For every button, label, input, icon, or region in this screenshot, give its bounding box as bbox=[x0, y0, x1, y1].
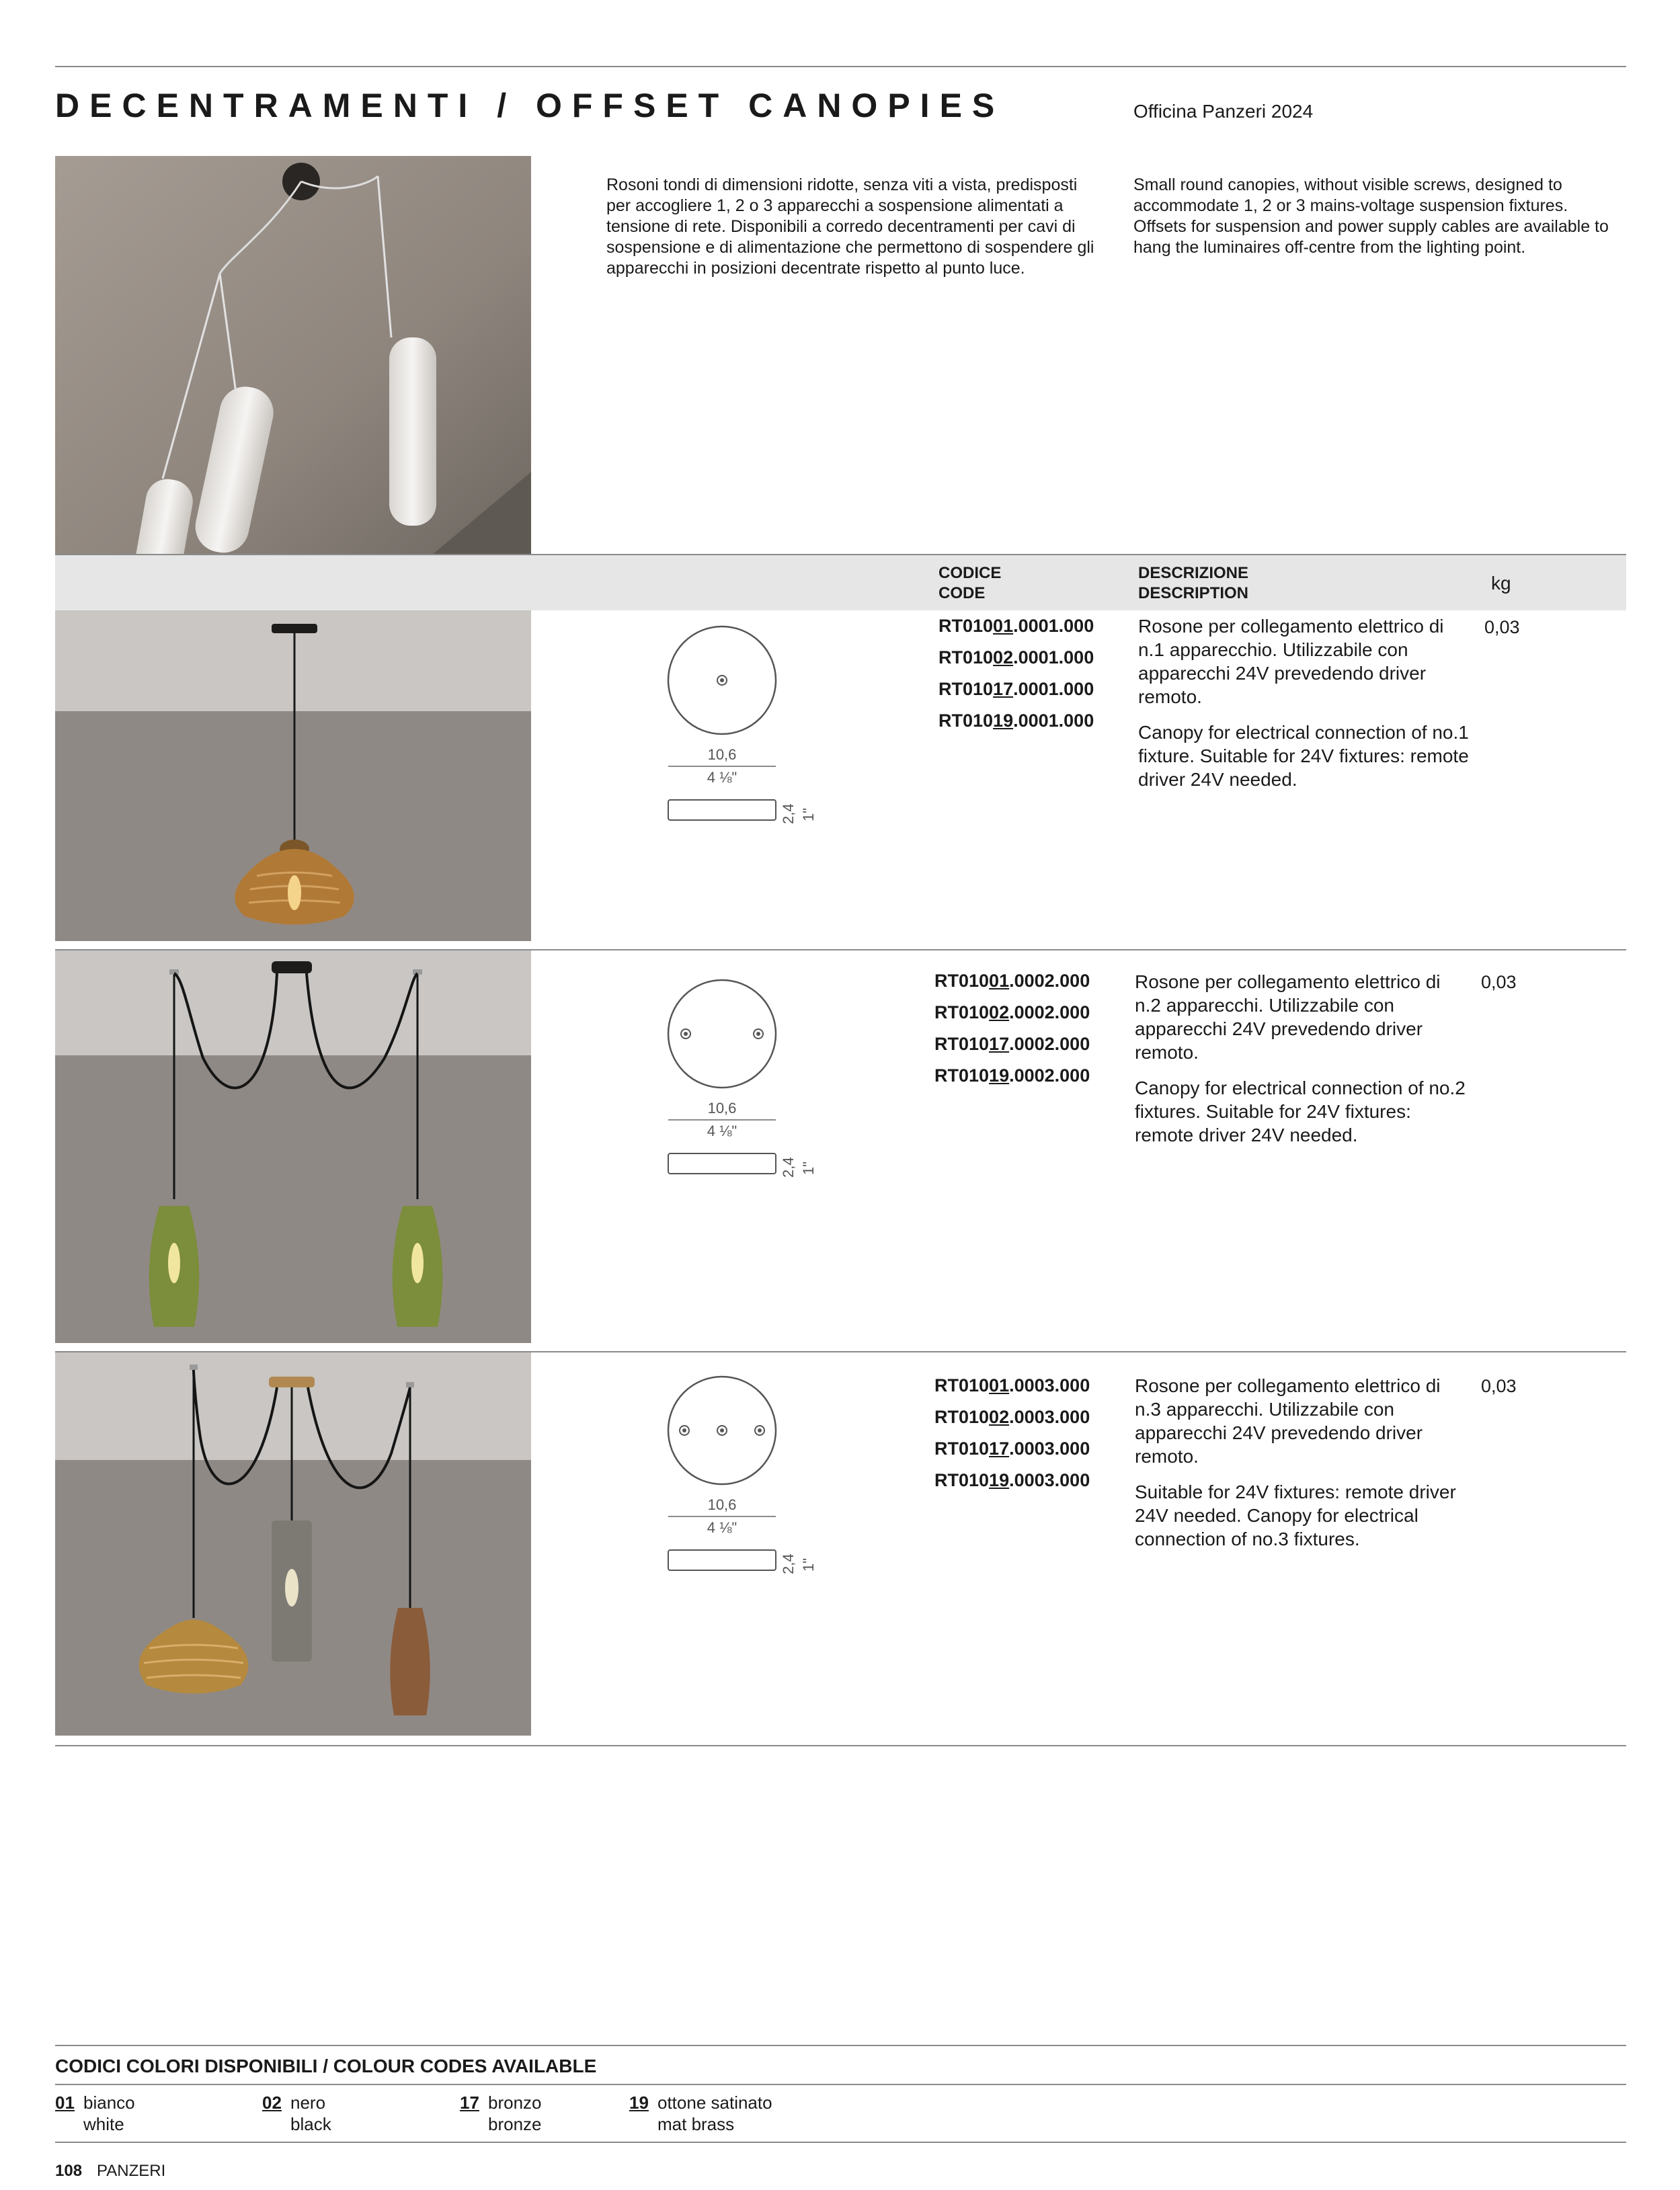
colour-name-en: white bbox=[83, 2114, 124, 2134]
description-3 bbox=[1135, 1374, 1471, 1563]
colour-number: 01 bbox=[55, 2093, 75, 2113]
code-colour: 17 bbox=[989, 1034, 1010, 1054]
product-code bbox=[934, 1028, 1090, 1060]
diameter-in: 4 ⅛" bbox=[707, 1519, 737, 1536]
code-list-3 bbox=[934, 1370, 1090, 1496]
column-code bbox=[938, 563, 1001, 604]
canopy-side-view bbox=[668, 1550, 776, 1570]
code-prefix: RT010 bbox=[938, 679, 994, 699]
diameter-mm: 10,6 bbox=[707, 1496, 737, 1513]
code-colour: 02 bbox=[989, 1407, 1010, 1427]
product-photo-3 bbox=[55, 1352, 531, 1736]
colour-code-19 bbox=[629, 2092, 844, 2139]
product-code bbox=[934, 997, 1090, 1028]
diameter-mm: 10,6 bbox=[707, 746, 737, 763]
hero-photo-illustration bbox=[55, 156, 531, 555]
code-suffix: .0003.000 bbox=[1009, 1470, 1090, 1490]
column-kg: kg bbox=[1491, 573, 1511, 594]
code-colour: 01 bbox=[989, 971, 1010, 991]
footer-brand: PANZERI bbox=[97, 2162, 166, 2180]
code-colour: 17 bbox=[989, 1438, 1010, 1459]
canopy-drawing-3 bbox=[666, 1373, 827, 1581]
height-in: 1" bbox=[800, 1557, 817, 1572]
product-code bbox=[938, 642, 1094, 674]
height-mm: 2,4 bbox=[780, 1157, 797, 1178]
diameter-mm: 10,6 bbox=[707, 1100, 737, 1117]
cable-hole-center bbox=[720, 1428, 724, 1432]
code-prefix: RT010 bbox=[934, 1438, 990, 1459]
product-code bbox=[938, 705, 1094, 737]
code-prefix: RT010 bbox=[934, 1034, 990, 1054]
product-photo-2 bbox=[55, 950, 531, 1343]
column-code-en: CODE bbox=[938, 584, 986, 602]
column-description bbox=[1138, 563, 1248, 604]
canopy-side-view bbox=[668, 800, 776, 820]
colour-number: 19 bbox=[629, 2093, 649, 2113]
row-divider-3 bbox=[55, 1745, 1626, 1746]
colour-number: 17 bbox=[460, 2093, 479, 2113]
code-prefix: RT010 bbox=[934, 1407, 990, 1427]
code-list-2 bbox=[934, 965, 1090, 1092]
product-code bbox=[934, 1433, 1090, 1465]
product-photo-1-illustration bbox=[55, 610, 531, 941]
description-2 bbox=[1135, 970, 1471, 1159]
colour-name-en: black bbox=[290, 2114, 331, 2134]
product-code bbox=[934, 965, 1090, 997]
product-code bbox=[934, 1465, 1090, 1496]
hero-photo bbox=[55, 156, 531, 555]
code-colour: 02 bbox=[993, 647, 1014, 667]
product-code bbox=[934, 1402, 1090, 1433]
description-1 bbox=[1138, 614, 1474, 803]
code-prefix: RT010 bbox=[934, 1375, 990, 1395]
product-photo-3-illustration bbox=[55, 1352, 531, 1736]
code-suffix: .0002.000 bbox=[1009, 971, 1090, 991]
height-in: 1" bbox=[800, 1161, 817, 1175]
description-it: Rosone per collegamento elettrico di n.3 apparecchi. Utilizzabile con apparecchi 24V prevedendo driver remoto. bbox=[1135, 1375, 1441, 1467]
height-mm: 2,4 bbox=[780, 1553, 797, 1574]
code-suffix: .0001.000 bbox=[1013, 616, 1094, 636]
code-suffix: .0003.000 bbox=[1009, 1438, 1090, 1459]
brand-line: Officina Panzeri 2024 bbox=[1133, 101, 1314, 122]
height-mm: 2,4 bbox=[780, 803, 797, 824]
cable-hole-center bbox=[682, 1428, 686, 1432]
column-description-it: DESCRIZIONE bbox=[1138, 564, 1249, 582]
top-rule bbox=[55, 66, 1626, 67]
height-in: 1" bbox=[800, 807, 817, 821]
product-photo-1 bbox=[55, 610, 531, 941]
code-colour: 01 bbox=[993, 616, 1014, 636]
colour-code-17 bbox=[460, 2092, 621, 2139]
canopy-side-view bbox=[668, 1153, 776, 1174]
colour-code-01 bbox=[55, 2092, 216, 2139]
code-colour: 02 bbox=[989, 1002, 1010, 1022]
code-prefix: RT010 bbox=[938, 711, 994, 731]
code-suffix: .0002.000 bbox=[1009, 1034, 1090, 1054]
table-header-band bbox=[55, 555, 1626, 610]
legend-bottom-rule bbox=[55, 2142, 1626, 2143]
code-suffix: .0001.000 bbox=[1013, 647, 1094, 667]
description-en: Canopy for electrical connection of no.2 fixtures. Suitable for 24V fixtures: remote driver 24V needed. bbox=[1135, 1078, 1466, 1145]
page-footer bbox=[55, 2162, 165, 2181]
colour-code-02 bbox=[262, 2092, 424, 2139]
canopy-drawing-1 bbox=[666, 622, 827, 831]
diameter-in: 4 ⅛" bbox=[707, 1123, 737, 1139]
colour-name-it: bianco bbox=[83, 2093, 135, 2113]
description-it: Rosone per collegamento elettrico di n.1 apparecchio. Utilizzabile con apparecchi 24V prevedendo driver remoto. bbox=[1138, 616, 1444, 707]
cable-hole-center bbox=[684, 1032, 688, 1036]
weight-2: 0,03 bbox=[1481, 972, 1517, 992]
colour-number: 02 bbox=[262, 2093, 282, 2113]
product-photo-2-illustration bbox=[55, 950, 531, 1343]
code-colour: 19 bbox=[993, 711, 1014, 731]
legend-top-rule bbox=[55, 2045, 1626, 2046]
weight-3: 0,03 bbox=[1481, 1376, 1517, 1396]
colour-name-en: mat brass bbox=[657, 2114, 735, 2134]
code-suffix: .0001.000 bbox=[1013, 711, 1094, 731]
page-title: DECENTRAMENTI / OFFSET CANOPIES bbox=[55, 87, 1005, 124]
legend-mid-rule bbox=[55, 2084, 1626, 2085]
code-suffix: .0002.000 bbox=[1009, 1002, 1090, 1022]
intro-italian: Rosoni tondi di dimensioni ridotte, senza viti a vista, predisposti per accogliere 1, 2 o 3 apparecchi a sospensione alimentati a tensione di rete. Disponibili a corredo decentramenti per cavi di sospensione e di alimentazione che permettono di sospendere gli apparecchi in posizioni decentrate rispetto al punto luce. bbox=[606, 175, 1094, 278]
code-prefix: RT010 bbox=[938, 616, 994, 636]
product-code bbox=[934, 1060, 1090, 1092]
description-it: Rosone per collegamento elettrico di n.2 apparecchi. Utilizzabile con apparecchi 24V prevedendo driver remoto. bbox=[1135, 971, 1441, 1063]
column-code-it: CODICE bbox=[938, 564, 1002, 582]
code-prefix: RT010 bbox=[938, 647, 994, 667]
code-suffix: .0002.000 bbox=[1009, 1065, 1090, 1086]
code-suffix: .0003.000 bbox=[1009, 1375, 1090, 1395]
code-prefix: RT010 bbox=[934, 1065, 990, 1086]
code-prefix: RT010 bbox=[934, 1002, 990, 1022]
colour-name-it: ottone satinato bbox=[657, 2093, 772, 2113]
weight-1: 0,03 bbox=[1484, 617, 1520, 637]
code-colour: 19 bbox=[989, 1470, 1010, 1490]
code-colour: 17 bbox=[993, 679, 1014, 699]
description-en: Canopy for electrical connection of no.1 fixture. Suitable for 24V fixtures: remote driver 24V needed. bbox=[1138, 722, 1469, 790]
cable-hole-center bbox=[758, 1428, 762, 1432]
diameter-in: 4 ⅛" bbox=[707, 769, 737, 786]
code-list-1 bbox=[938, 610, 1094, 737]
colour-name-it: bronzo bbox=[488, 2093, 542, 2113]
code-colour: 19 bbox=[989, 1065, 1010, 1086]
description-en: Suitable for 24V fixtures: remote driver 24V needed. Canopy for electrical connection of no.3 fixtures. bbox=[1135, 1482, 1456, 1549]
code-prefix: RT010 bbox=[934, 1470, 990, 1490]
code-suffix: .0001.000 bbox=[1013, 679, 1094, 699]
code-suffix: .0003.000 bbox=[1009, 1407, 1090, 1427]
colour-name-en: bronze bbox=[488, 2114, 542, 2134]
code-prefix: RT010 bbox=[934, 971, 990, 991]
intro-english: Small round canopies, without visible screws, designed to accommodate 1, 2 or 3 mains-voltage suspension fixtures. Offsets for suspension and power supply cables are available to hang the luminaires off-centre from the lighting point. bbox=[1133, 175, 1609, 257]
column-description-en: DESCRIPTION bbox=[1138, 584, 1249, 602]
cable-hole-center bbox=[720, 678, 724, 682]
colour-codes-title: CODICI COLORI DISPONIBILI / COLOUR CODES AVAILABLE bbox=[55, 2056, 597, 2076]
page-number: 108 bbox=[55, 2162, 83, 2180]
colour-name-it: nero bbox=[290, 2093, 326, 2113]
canopy-drawing-2 bbox=[666, 976, 827, 1184]
product-code bbox=[938, 610, 1094, 642]
code-colour: 01 bbox=[989, 1375, 1010, 1395]
product-code bbox=[938, 674, 1094, 705]
product-code bbox=[934, 1370, 1090, 1402]
cable-hole-center bbox=[756, 1032, 760, 1036]
